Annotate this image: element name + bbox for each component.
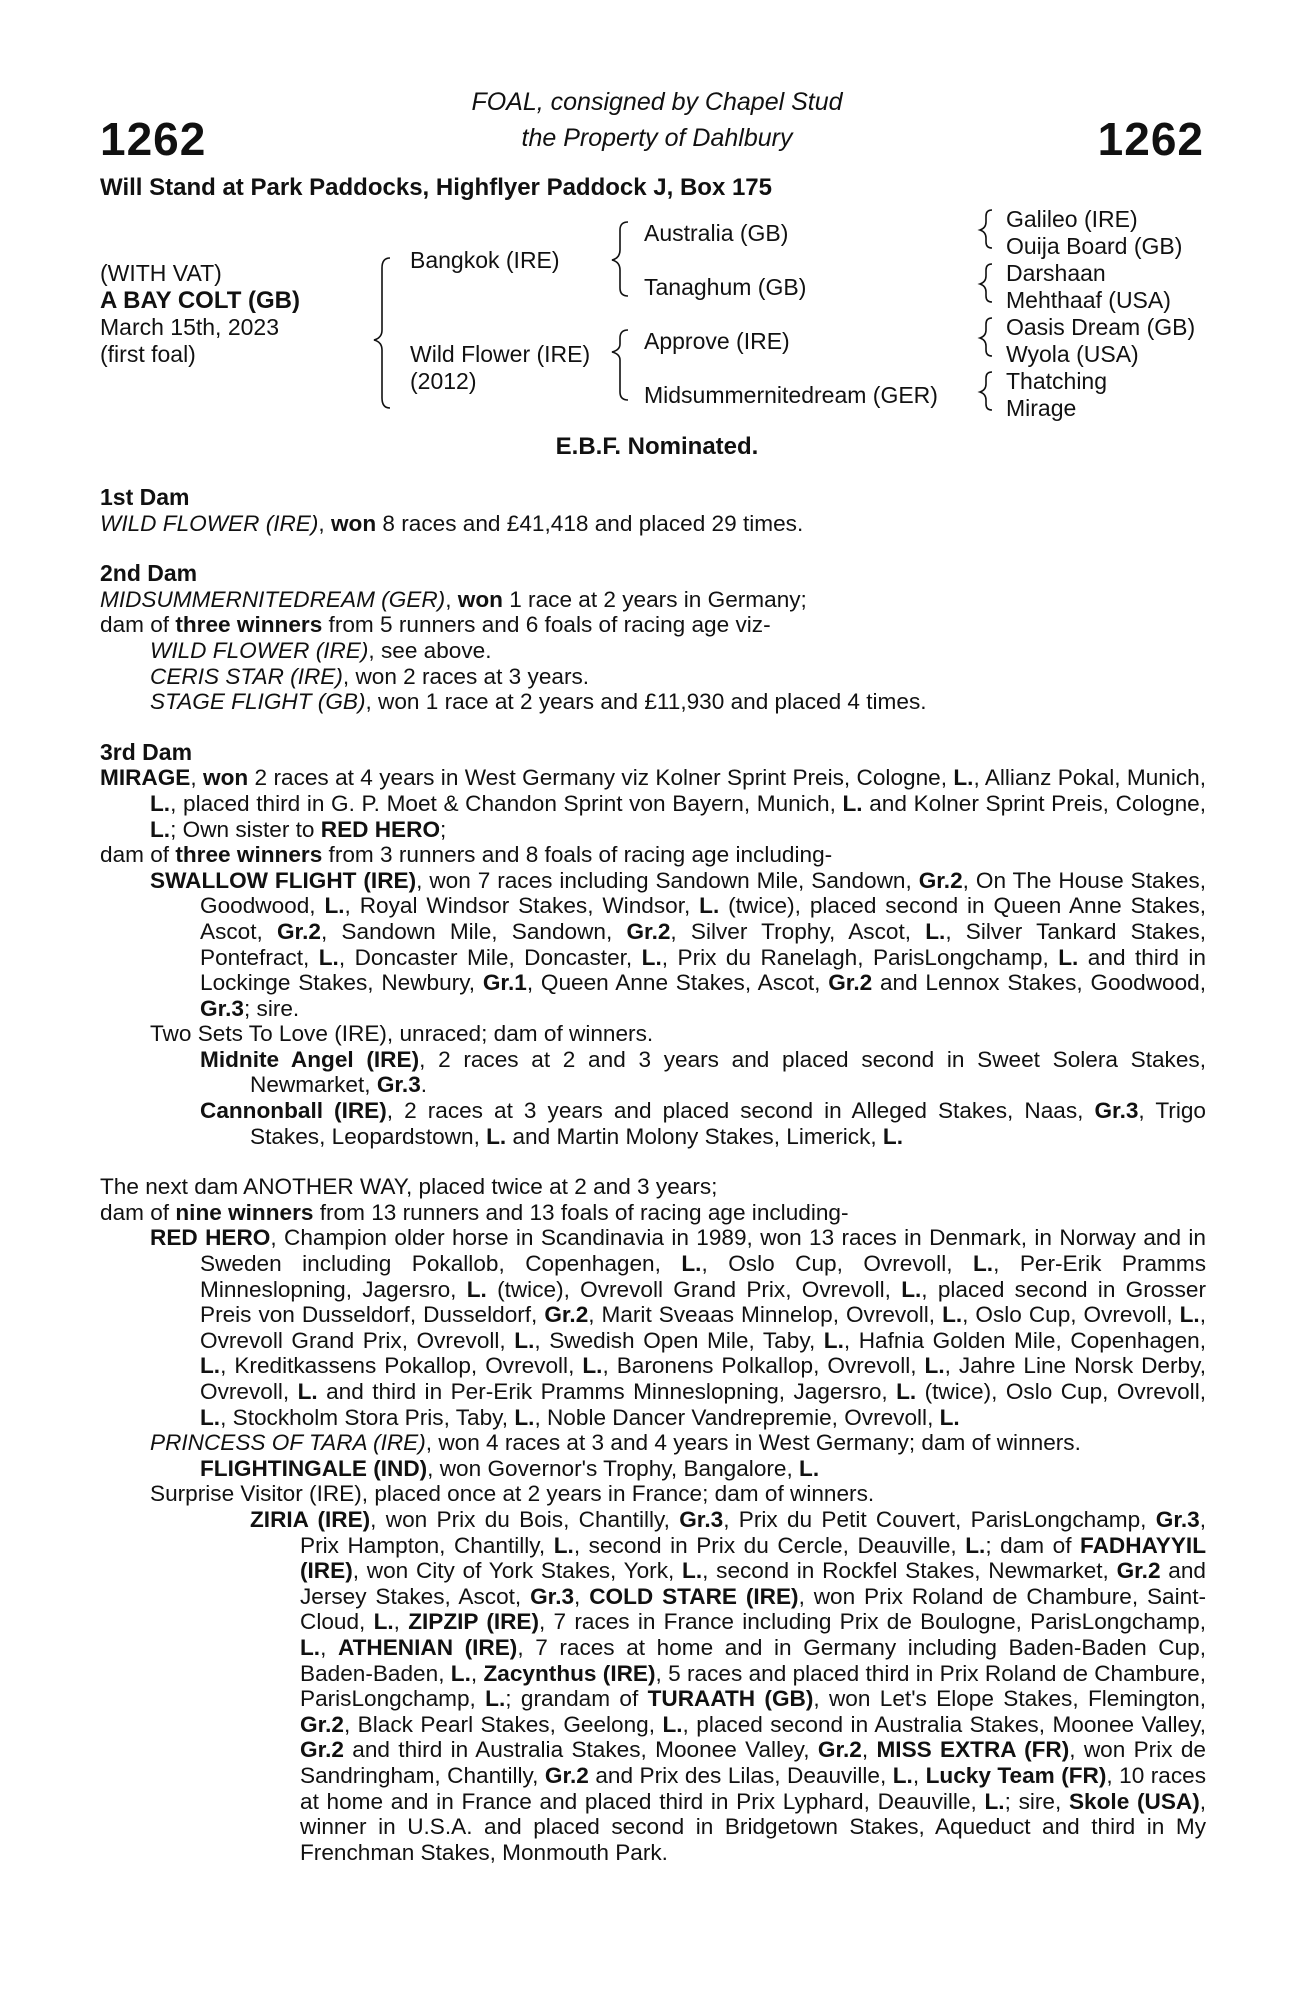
text-fragment: , Stockholm Stora Pris, Taby, [220,1404,515,1430]
grandparent-3: Darshaan [1006,260,1106,286]
foaling-date: March 15th, 2023 [100,314,280,340]
text-fragment: , won Prix de Sandringham, Chantilly, [300,1737,1206,1788]
text-fragment: Gr.2 [626,918,671,944]
text-fragment: FADHAYYIL (IRE) [300,1532,1206,1584]
progeny-entry: ZIRIA (IRE), won Prix du Bois, Chantilly, Gr.3, Prix du Petit Couvert, ParisLongchamp, Gr.3, Prix Hampton, Chantilly, L., second in Prix du Cercle, Deauville, L.; dam of FADHAYYIL (IRE), won City of York Stakes, York, L., second in Rockfel Stakes, Newmarket, Gr.2 and Jersey Stakes, Ascot, Gr.3, COLD STARE (IRE), won Prix Roland de Chambure, Saint-Cloud, L., ZIPZIP (IRE), 7 races in France including Prix de Boulogne, ParisLongchamp, L., ATHENIAN (IRE), 7 races at home and in Germany including Baden-Baden Cup, Baden-Baden, L., Zacynthus (IRE), 5 races and placed third in Prix Roland de Chambure, ParisLongchamp, L.; grandam of TURAATH (GB), won Let's Elope Stakes, Flemington, Gr.2, Black Pearl Stakes, Geelong, L., placed second in Australia Stakes, Moonee Valley, Gr.2 and third in Australia Stakes, Moonee Valley, Gr.2, MISS EXTRA (FR), won Prix de Sandringham, Chantilly, Gr.2 and Prix des Lilas, Deauville, L., Lucky Team (FR), 10 races at home and in France and placed third in Prix Lyphard, Deauville, L.; sire, Skole (USA), winner in U.S.A. and placed second in Bridgetown Stakes, Aqueduct and third in My Frenchman Stakes, Monmouth Park. [250,1506,1207,1865]
text-fragment: L. [582,1353,603,1379]
stand-location: Will Stand at Park Paddocks, Highflyer Paddock J, Box 175 [100,174,772,201]
text-fragment: ; Own sister to [170,816,321,842]
grandparent-4: Mehthaaf (USA) [1006,287,1171,313]
text-fragment: dam of [100,842,176,868]
text-fragment: , Jahre Line Norsk Derby, Ovrevoll, [200,1353,1206,1404]
text-fragment: , Black Pearl Stakes, Geelong, [343,1711,663,1737]
lot-number-right: 1262 [1097,113,1204,165]
text-fragment: , Oslo Cup, Ovrevoll, [701,1251,973,1277]
text-fragment: L. [699,893,720,919]
text-fragment: , placed second in Grosser Preis von Dusseldorf, Dusseldorf, [200,1276,1206,1328]
text-fragment: , won Prix du Bois, Chantilly, [370,1506,680,1532]
paragraph: WILD FLOWER (IRE), won 8 races and £41,418 and placed 29 times. [100,510,804,536]
progeny-entry [100,664,1206,690]
grandparent-1: Galileo (IRE) [1006,206,1138,232]
text-fragment: , won 2 races at 3 years. [342,663,590,689]
text-fragment: won [457,586,503,612]
text-fragment: , Ovrevoll Grand Prix, Ovrevoll, [200,1302,1206,1353]
grandparent-7: Thatching [1006,368,1108,394]
text-fragment: L. [953,765,974,791]
text-fragment: L. [297,1379,318,1404]
text-fragment: three winners [175,842,323,868]
text-fragment: PRINCESS OF TARA (IRE) [150,1430,426,1456]
foal-note: (first foal) [100,341,196,367]
text-fragment: L. [942,1302,963,1328]
dam-dam: Midsummernitedream (GER) [644,382,938,408]
second-dam-section [100,561,1206,715]
text-fragment: , second in Prix du Cercle, Deauville, [573,1532,966,1558]
text-fragment: RED HERO [320,816,441,842]
text-fragment: ; dam of [985,1532,1081,1558]
text-fragment: , On The House Stakes, Goodwood, [200,867,1206,919]
text-fragment: nine winners [175,1199,314,1225]
lot-horse-name: A BAY COLT (GB) [100,287,301,314]
text-fragment: L. [901,1276,922,1302]
text-fragment: , Swedish Open Mile, Taby, [534,1327,824,1353]
consignment-line-2: the Property of Dahlbury [521,124,793,152]
text-fragment: , Noble Dancer Vandrepremie, Ovrevoll, [534,1404,940,1430]
text-fragment: L. [842,790,863,816]
third-dam-heading: 3rd Dam [100,738,193,765]
text-fragment: , 10 races at home and in France and placed third in Prix Lyphard, Deauville, [300,1762,1206,1814]
text-fragment: L. [641,944,662,970]
text-fragment: (twice), placed second in Queen Anne Stakes, Ascot, [200,893,1206,944]
text-fragment: , Oslo Cup, Ovrevoll, [962,1302,1180,1328]
text-fragment: , won 1 race at 2 years and £11,930 and placed 4 times. [365,689,927,715]
text-fragment: Gr.2 [276,918,321,944]
text-fragment: L. [200,1404,221,1430]
text-fragment: and Prix des Lilas, Deauville, [588,1762,893,1788]
text-fragment: WILD FLOWER (IRE) [150,637,369,663]
text-fragment: (twice), Ovrevoll Grand Prix, Ovrevoll, [486,1276,902,1302]
text-fragment: , Silver Trophy, Ascot, [670,918,926,944]
text-fragment: Gr.2 [300,1737,344,1763]
text-fragment: , Marit Sveaas Minnelop, Ovrevoll, [588,1302,943,1328]
text-fragment: , won Let's Elope Stakes, Flemington, [813,1686,1206,1712]
text-fragment: Zacynthus (IRE) [483,1660,656,1686]
dam-sire: Approve (IRE) [644,328,790,354]
text-fragment: L. [799,1455,820,1481]
text-fragment: , Prix du Ranelagh, ParisLongchamp, [661,944,1059,970]
progeny-entry [100,1481,1206,1507]
text-fragment: , placed third in G. P. Moet & Chandon Sprint von Bayern, Munich, [170,790,843,816]
text-fragment: , Doncaster Mile, Doncaster, [338,944,642,970]
text-fragment: from 3 runners and 8 foals of racing age including- [322,842,833,868]
text-fragment: L. [485,1686,506,1712]
text-fragment: ZIRIA (IRE) [250,1506,371,1532]
paragraph: MIDSUMMERNITEDREAM (GER), won 1 race at 2 years in Germany; [100,586,807,612]
text-fragment: L. [324,893,345,919]
brace-dam [612,330,628,400]
text-fragment: L. [373,1609,394,1635]
text-fragment: , winner in U.S.A. and placed second in Bridgetown Stakes, Aqueduct and third in My Frenchman Stakes, Monmouth Park. [300,1788,1207,1865]
text-fragment: COLD STARE (IRE) [589,1583,799,1609]
text-fragment: (twice), Oslo Cup, Ovrevoll, [916,1379,1206,1404]
text-fragment: , Queen Anne Stakes, Ascot, [526,970,829,996]
first-dam-section [100,485,1206,536]
text-fragment: , won City of York Stakes, York, [352,1558,683,1584]
paragraph [100,1200,1206,1226]
text-fragment: and third in Lockinge Stakes, Newbury, [200,944,1206,996]
text-fragment: STAGE FLIGHT (GB) [150,689,366,715]
text-fragment: L. [466,1276,487,1302]
progeny-entry [100,1225,1206,1430]
text-fragment: ATHENIAN (IRE) [337,1634,518,1660]
sire-sire: Australia (GB) [644,220,789,246]
text-fragment: MIRAGE [100,765,191,791]
second-dam-name: MIDSUMMERNITEDREAM (GER) [100,586,446,612]
sire-dam: Tanaghum (GB) [644,274,807,300]
text-fragment: , won 4 races at 3 and 4 years in West Germany; dam of winners. [425,1430,1081,1456]
text-fragment: Surprise Visitor (IRE), placed once at 2 years in France; dam of winners. [150,1481,875,1507]
text-fragment: Gr.3 [679,1506,724,1532]
text-fragment: and Jersey Stakes, Ascot, [300,1558,1206,1609]
text-fragment: . [420,1072,428,1098]
text-fragment: , won Governor's Trophy, Bangalore, [427,1455,800,1481]
text-fragment: 8 races and £41,418 and placed 29 times. [376,510,804,536]
text-fragment: dam of [100,1199,176,1225]
text-fragment: , Per-Erik Pramms Minneslopning, Jagersro, [200,1251,1206,1302]
text-fragment: Gr.3 [376,1072,421,1098]
text-fragment: L. [300,1634,321,1660]
text-fragment: Gr.2 [817,1737,862,1763]
text-fragment: L. [486,1123,507,1149]
brace-g1 [980,210,992,248]
first-dam-heading: 1st Dam [100,484,190,510]
paragraph: MIRAGE, won 2 races at 4 years in West Germany viz Kolner Sprint Preis, Cologne, L., Allianz Pokal, Munich, L., placed third in G. P. Moet & Chandon Sprint von Bayern, Munich, L. and Kolner Sprint Preis, Cologne, L.; Own sister to RED HERO; [100,765,1207,842]
third-dam-section [100,740,1206,1150]
text-fragment: Midnite Angel (IRE) [200,1046,420,1072]
text-fragment: L. [200,1353,221,1379]
text-fragment: , 2 races at 3 years and placed second in Alleged Stakes, Naas, [386,1098,1095,1124]
text-fragment: L. [682,1558,703,1584]
paragraph [100,612,1206,638]
text-fragment: , second in Rockfel Stakes, Newmarket, [702,1558,1117,1584]
vat-note: (WITH VAT) [100,260,222,286]
text-fragment: , Hafnia Golden Mile, Copenhagen, [843,1327,1207,1353]
text-fragment: RED HERO [150,1225,271,1251]
text-fragment: L. [984,1788,1005,1814]
text-fragment: L. [553,1532,574,1558]
text-fragment: and third in Australia Stakes, Moonee Valley, [343,1737,818,1763]
ebf-nominated: E.B.F. Nominated. [555,433,759,460]
text-fragment: Gr.3 [1155,1506,1200,1532]
progeny-entry [100,1047,1206,1098]
text-fragment: and third in Per-Erik Pramms Minneslopning, Jagersro, [317,1379,897,1404]
progeny-entry [100,1021,1206,1047]
text-fragment: , 7 races in France including Prix de Boulogne, ParisLongchamp, [539,1609,1206,1635]
catalogue-body [100,485,1206,1865]
grandparent-8: Mirage [1006,395,1077,421]
text-fragment: L. [892,1762,913,1788]
text-fragment: Two Sets To Love (IRE), unraced; dam of winners. [150,1021,654,1047]
progeny-entry [100,1430,1206,1456]
text-fragment: Gr.1 [482,970,527,996]
progeny-entry [100,689,1206,715]
progeny-entry [100,1098,1206,1149]
text-fragment: , 7 races at home and in Germany including Baden-Baden Cup, Baden-Baden, [300,1634,1206,1686]
text-fragment: , Champion older horse in Scandinavia in 1989, won 13 races in Denmark, in Norway and in Sweden including Pokallob, Copenhagen, [200,1225,1206,1277]
text-fragment: L. [965,1532,986,1558]
text-fragment: , Trigo Stakes, Leopardstown, [250,1098,1206,1149]
text-fragment: TURAATH (GB) [647,1686,814,1712]
grandparent-2: Ouija Board (GB) [1006,233,1183,259]
text-fragment: CERIS STAR (IRE) [150,663,343,689]
text-fragment: , see above. [368,637,492,663]
text-fragment: Gr.2 [544,1762,589,1788]
text-fragment: , Allianz Pokal, Munich, [973,765,1206,791]
paragraph [100,1174,1206,1200]
text-fragment: , Prix Hampton, Chantilly, [300,1506,1207,1558]
text-fragment: L. [662,1711,683,1737]
sire: Bangkok (IRE) [410,247,560,273]
text-fragment: , Kreditkassens Pokallop, Ovrevoll, [220,1353,583,1379]
text-fragment: Gr.3 [1094,1098,1139,1124]
grandparent-5: Oasis Dream (GB) [1006,314,1196,340]
text-fragment: L. [514,1404,535,1430]
text-fragment: Gr.3 [200,995,244,1021]
text-fragment: Lucky Team (FR) [925,1762,1107,1788]
text-fragment: L. [150,816,171,842]
text-fragment: L. [1058,944,1079,970]
text-fragment: Gr.3 [530,1583,575,1609]
progeny-entry [100,1456,1206,1482]
text-fragment: L. [896,1379,917,1404]
text-fragment: Gr.2 [1116,1558,1161,1584]
text-fragment: ; [440,816,447,842]
text-fragment: Cannonball (IRE) [200,1098,387,1124]
text-fragment: , Sandown Mile, Sandown, [320,918,627,944]
brace-g4 [980,372,992,410]
lot-number-left: 1262 [100,113,207,165]
text-fragment: Gr.2 [918,867,963,893]
text-fragment: L. [924,1353,945,1379]
text-fragment: L. [450,1660,471,1686]
text-fragment: The next dam ANOTHER WAY, placed twice at 2 and 3 years; [100,1174,718,1200]
text-fragment: 2 races at 4 years in West Germany viz Kolner Sprint Preis, Cologne, [248,765,954,791]
text-fragment: L. [150,790,171,816]
progeny-entry [100,638,1206,664]
text-fragment: , placed second in Australia Stakes, Moonee Valley, [682,1711,1206,1737]
text-fragment: ; sire. [243,995,300,1021]
dam: Wild Flower (IRE) [410,341,591,367]
text-fragment: dam of [100,612,176,638]
brace-sire [612,222,628,296]
text-fragment: , Baronens Polkallop, Ovrevoll, [602,1353,925,1379]
text-fragment: MISS EXTRA (FR) [876,1737,1070,1763]
text-fragment: and Martin Molony Stakes, Limerick, [506,1123,883,1149]
text-fragment: and Lennox Stakes, Goodwood, [872,970,1207,996]
text-fragment: Gr.2 [544,1302,589,1328]
dam-year: (2012) [410,368,477,394]
second-dam-heading: 2nd Dam [100,560,198,587]
progeny-entry [100,868,1206,1022]
text-fragment: L. [939,1404,960,1430]
brace-g2 [980,264,992,302]
text-fragment: from 5 runners and 6 foals of racing age viz- [322,612,771,638]
text-fragment: won [330,510,377,536]
brace-main [374,258,390,408]
text-fragment: ; grandam of [505,1686,648,1712]
text-fragment: L. [318,944,339,970]
text-fragment: ; sire, [1004,1788,1069,1814]
grandparent-6: Wyola (USA) [1006,341,1139,367]
text-fragment: Skole (USA) [1068,1788,1200,1814]
text-fragment: , won 7 races including Sandown Mile, Sandown, [416,867,919,893]
text-fragment: Gr.2 [828,970,873,996]
text-fragment: Gr.2 [300,1711,344,1737]
brace-g3 [980,318,992,356]
text-fragment: L. [514,1327,535,1353]
text-fragment: and Kolner Sprint Preis, Cologne, [862,790,1207,816]
text-fragment: , Royal Windsor Stakes, Windsor, [344,893,700,919]
text-fragment: L. [681,1251,702,1277]
text-fragment: 1 race at 2 years in Germany; [502,586,807,612]
text-fragment: L. [823,1327,844,1353]
text-fragment: , 5 races and placed third in Prix Roland de Chambure, ParisLongchamp, [300,1660,1207,1712]
text-fragment: from 13 runners and 13 foals of racing age including- [313,1199,849,1225]
text-fragment: three winners [175,612,323,638]
text-fragment: , Silver Tankard Stakes, Pontefract, [200,918,1207,970]
text-fragment: , won Prix Roland de Chambure, Saint-Cloud, [300,1583,1206,1635]
text-fragment: , Prix du Petit Couvert, ParisLongchamp, [723,1506,1156,1532]
text-fragment: FLIGHTINGALE (IND) [200,1455,428,1481]
text-fragment: L. [882,1123,904,1149]
text-fragment: ZIPZIP (IRE) [408,1609,540,1635]
first-dam-name: WILD FLOWER (IRE) [100,510,319,536]
text-fragment: L. [925,918,946,944]
text-fragment: L. [972,1251,994,1277]
text-fragment: won [203,765,249,791]
text-fragment: SWALLOW FLIGHT (IRE) [150,867,417,893]
text-fragment: , 2 races at 2 and 3 years and placed second in Sweet Solera Stakes, Newmarket, [250,1046,1206,1098]
paragraph [100,842,1206,868]
text-fragment: L. [1179,1302,1200,1328]
consignment-line-1: FOAL, consigned by Chapel Stud [471,88,843,116]
next-dam-section [100,1174,1206,1865]
